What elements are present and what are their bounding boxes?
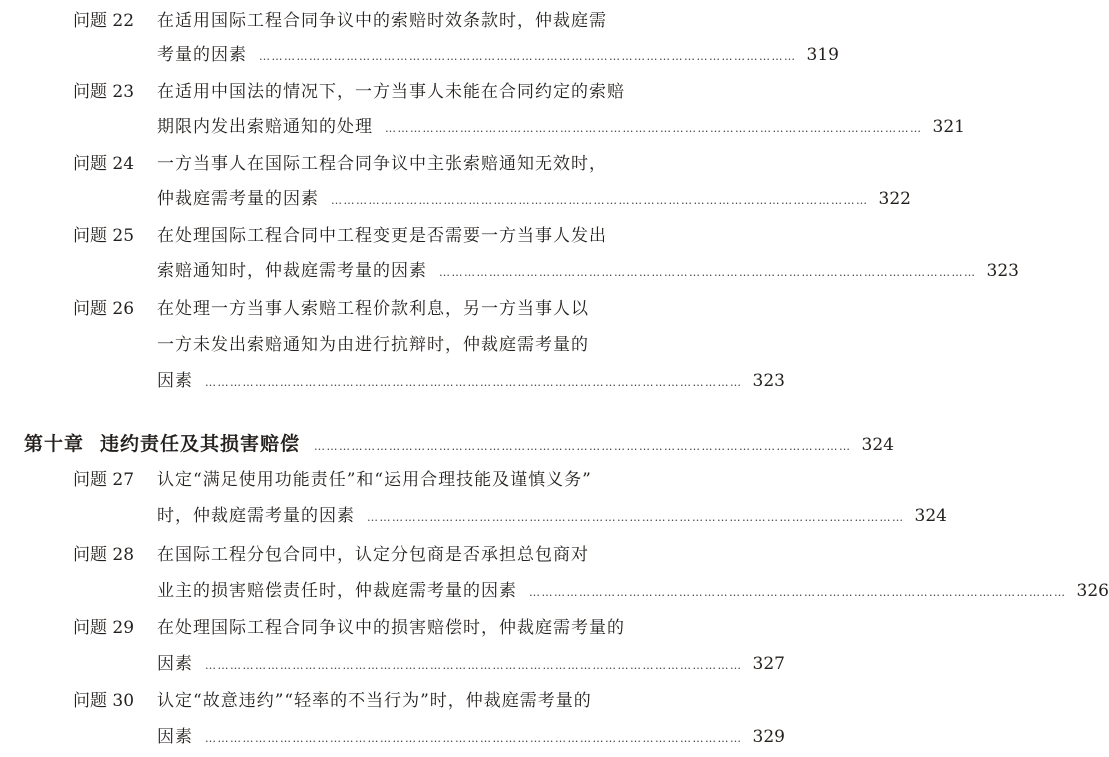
entry-line: [157, 3, 720, 39]
entry-line: [157, 74, 720, 110]
entry-line: [157, 291, 720, 327]
entry-title-line: 在适用国际工程合同争议中的索赔时效条款时，仲裁庭需: [157, 11, 607, 31]
entry-title-line: 仲裁庭需考量的因素: [157, 189, 319, 209]
entry-title-line: 考量的因素: [157, 45, 247, 65]
entry-number: 问题 26: [73, 299, 135, 319]
entry-title-line: 在适用中国法的情况下，一方当事人未能在合同约定的索赔: [157, 82, 625, 102]
entry-number: 问题 24: [73, 154, 135, 174]
entry-number: 问题 22: [73, 11, 135, 31]
entry-title-line: 因素: [157, 654, 193, 674]
entry-number: 问题 29: [73, 618, 135, 638]
leader-dots: …………………………………………………………………………………………………………………: [205, 732, 743, 745]
entry-line-last: [157, 719, 785, 755]
entry-line: [157, 683, 720, 719]
entry-line: [157, 537, 720, 573]
chapter-title: 违约责任及其损害赔偿: [100, 433, 301, 455]
entry-title-line: 因素: [157, 727, 193, 747]
entry-line-last: [157, 181, 911, 217]
entry-number: 问题 25: [73, 226, 135, 246]
entry-title-line: 因素: [157, 371, 193, 391]
entry-line-last: [157, 363, 785, 399]
entry-line-last: [157, 253, 1019, 289]
entry-page-number: 323: [986, 261, 1019, 281]
entry-number: 问题 27: [73, 470, 135, 490]
entry-page-number: 321: [932, 117, 965, 137]
leader-dots: …………………………………………………………………………………………………………………: [439, 266, 977, 279]
entry-title-line: 认定“满足使用功能责任”和“运用合理技能及谨慎义务”: [157, 470, 592, 490]
entry-page-number: 326: [1076, 581, 1109, 601]
entry-page-number: 327: [752, 654, 785, 674]
chapter-page-number: 324: [861, 435, 894, 455]
leader-dots: …………………………………………………………………………………………………………………: [529, 586, 1067, 599]
entry-number: 问题 23: [73, 82, 135, 102]
entry-title-line: 业主的损害赔偿责任时，仲裁庭需考量的因素: [157, 581, 517, 601]
entry-page-number: 329: [752, 727, 785, 747]
leader-dots: …………………………………………………………………………………………………………………: [385, 122, 923, 135]
entry-line: [157, 146, 720, 182]
entry-title-line: 在处理国际工程合同争议中的损害赔偿时，仲裁庭需考量的: [157, 618, 625, 638]
entry-number: 问题 30: [73, 691, 135, 711]
entry-line: [157, 610, 720, 646]
entry-line-last: [157, 573, 1109, 609]
entry-title-line: 一方未发出索赔通知为由进行抗辩时，仲裁庭需考量的: [157, 335, 589, 355]
chapter-heading[interactable]: [24, 424, 894, 464]
entry-line-last: [157, 109, 965, 145]
entry-line-last: [157, 37, 839, 73]
entry-title-line: 期限内发出索赔通知的处理: [157, 117, 373, 137]
entry-line: [157, 218, 720, 254]
entry-title-line: 在国际工程分包合同中，认定分包商是否承担总包商对: [157, 545, 589, 565]
entry-line-last: [157, 646, 785, 682]
leader-dots: …………………………………………………………………………………………………………………: [314, 440, 852, 453]
entry-title-line: 索赔通知时，仲裁庭需考量的因素: [157, 261, 427, 281]
leader-dots: …………………………………………………………………………………………………………………: [205, 376, 743, 389]
entry-page-number: 319: [806, 45, 839, 65]
leader-dots: …………………………………………………………………………………………………………………: [205, 659, 743, 672]
leader-dots: …………………………………………………………………………………………………………………: [367, 511, 905, 524]
entry-line: [157, 462, 720, 498]
entry-page-number: 323: [752, 371, 785, 391]
entry-title-line: 认定“故意违约”“轻率的不当行为”时，仲裁庭需考量的: [157, 691, 592, 711]
entry-title-line: 在处理国际工程合同中工程变更是否需要一方当事人发出: [157, 226, 607, 246]
entry-title-line: 一方当事人在国际工程合同争议中主张索赔通知无效时，: [157, 154, 607, 174]
entry-page-number: 322: [878, 189, 911, 209]
entry-page-number: 324: [914, 506, 947, 526]
leader-dots: …………………………………………………………………………………………………………………: [331, 194, 869, 207]
chapter-number: 第十章: [24, 433, 85, 455]
entry-line: [157, 327, 720, 363]
entry-line-last: [157, 498, 947, 534]
entry-title-line: 在处理一方当事人索赔工程价款利息，另一方当事人以: [157, 299, 589, 319]
leader-dots: …………………………………………………………………………………………………………………: [259, 50, 797, 63]
entry-number: 问题 28: [73, 545, 135, 565]
entry-title-line: 时，仲裁庭需考量的因素: [157, 506, 355, 526]
